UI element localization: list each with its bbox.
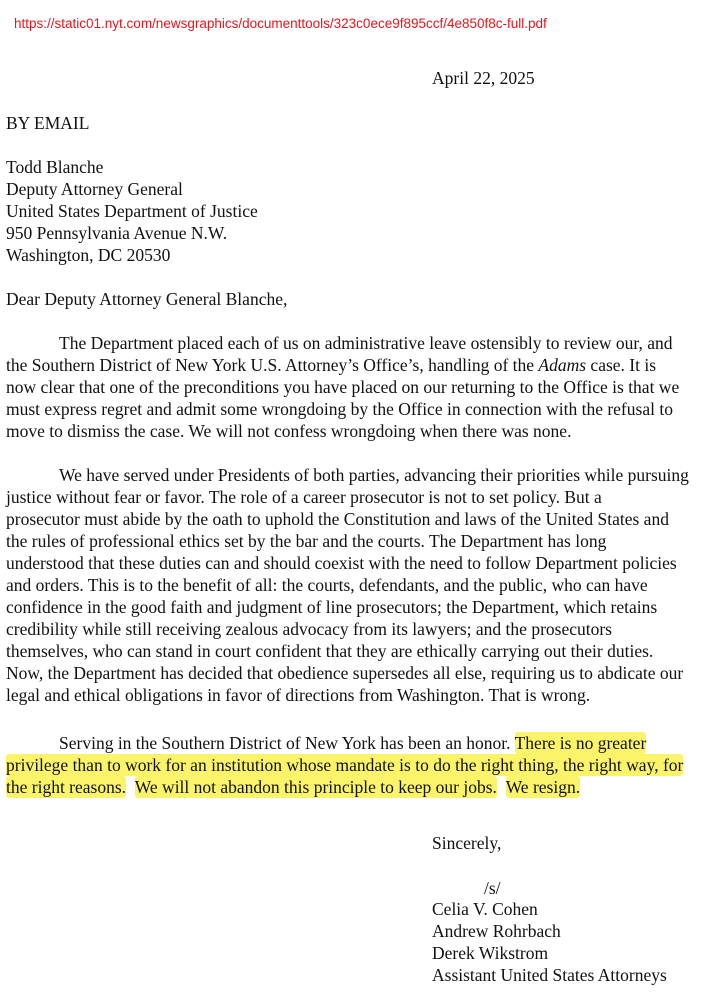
- highlighted-text: We will not abandon this principle to keep our jobs.: [134, 777, 497, 797]
- signatory-name: Celia V. Cohen: [432, 899, 538, 919]
- paragraph-2-line: legal and ethical obligations in favor of directions from Washington. That is wrong.: [6, 685, 591, 705]
- signature-mark: /s/: [484, 878, 501, 898]
- recipient-organization: United States Department of Justice: [6, 201, 258, 221]
- paragraph-2-line: prosecutor must abide by the oath to uphold the Constitution and laws of the United States and: [6, 509, 669, 529]
- paragraph-1: [6, 332, 679, 442]
- text-run: case. It is: [586, 355, 657, 375]
- salutation: [6, 288, 287, 310]
- closing: [432, 832, 501, 854]
- delivery-method: [6, 112, 89, 134]
- signatory-name: Andrew Rohrbach: [432, 921, 561, 941]
- letter-date: April 22, 2025: [432, 68, 535, 88]
- highlighted-text: privilege than to work for an institution whose mandate is to do the right thing, the right way, for: [6, 755, 684, 775]
- paragraph-3-line: [6, 776, 683, 798]
- signature-block: [432, 898, 667, 986]
- paragraph-2-line: credibility while still receiving zealous advocacy from its lawyers; and the prosecutors: [6, 619, 612, 639]
- paragraph-1-line: now clear that one of the preconditions you have placed on our returning to the Office is that we: [6, 377, 680, 397]
- recipient-title: Deputy Attorney General: [6, 179, 183, 199]
- signatory-title: Assistant United States Attorneys: [432, 965, 667, 985]
- recipient-street: 950 Pennsylvania Avenue N.W.: [6, 223, 228, 243]
- paragraph-3-line: [6, 754, 683, 776]
- signatory-name: Derek Wikstrom: [432, 943, 549, 963]
- salutation-text: Dear Deputy Attorney General Blanche,: [6, 289, 288, 309]
- paragraph-3: [6, 732, 683, 798]
- closing-text: Sincerely,: [432, 833, 502, 853]
- source-url[interactable]: https://static01.nyt.com/newsgraphics/documenttools/323c0ece9f895ccf/4e850f8c-full.pdf: [14, 16, 547, 31]
- recipient-name: Todd Blanche: [6, 157, 104, 177]
- highlighted-text: There is no greater: [514, 733, 647, 753]
- paragraph-2-line: We have served under Presidents of both parties, advancing their priorities while pursuing: [59, 465, 689, 485]
- text-run: the Southern District of New York U.S. Attorney’s Office’s, handling of the: [6, 355, 539, 375]
- paragraph-2: [6, 464, 689, 706]
- text-run: Serving in the Southern District of New York has been an honor.: [59, 733, 515, 753]
- paragraph-1-line: The Department placed each of us on administrative leave ostensibly to review our, and: [59, 333, 673, 353]
- paragraph-2-line: the rules of professional ethics set by the bar and the courts. The Department has long: [6, 531, 607, 551]
- paragraph-2-line: Now, the Department has decided that obedience supersedes all else, requiring us to abdicate our: [6, 663, 684, 683]
- recipient-address: [6, 156, 258, 266]
- paragraph-2-line: and orders. This is to the benefit of all: the courts, defendants, and the public, who can have: [6, 575, 648, 595]
- recipient-city: Washington, DC 20530: [6, 245, 171, 265]
- paragraph-1-line: must express regret and admit some wrongdoing by the Office in connection with the refusal to: [6, 399, 673, 419]
- paragraph-1-line: move to dismiss the case. We will not confess wrongdoing when there was none.: [6, 421, 572, 441]
- paragraph-2-line: themselves, who can stand in court confident that they are ethically carrying out their duties.: [6, 641, 654, 661]
- paragraph-2-line: understood that these duties can and should coexist with the need to follow Department policies: [6, 553, 677, 573]
- paragraph-3-line: [6, 732, 683, 754]
- case-name-italic: Adams: [538, 355, 587, 375]
- paragraph-2-line: confidence in the good faith and judgment of line prosecutors; the Department, which retains: [6, 597, 658, 617]
- highlighted-text: We resign.: [505, 777, 581, 797]
- paragraph-1-line: [6, 354, 679, 376]
- highlighted-text: the right reasons.: [6, 777, 127, 797]
- paragraph-2-line: justice without fear or favor. The role of a career prosecutor is not to set policy. But a: [6, 487, 602, 507]
- delivery-label: BY EMAIL: [6, 113, 90, 133]
